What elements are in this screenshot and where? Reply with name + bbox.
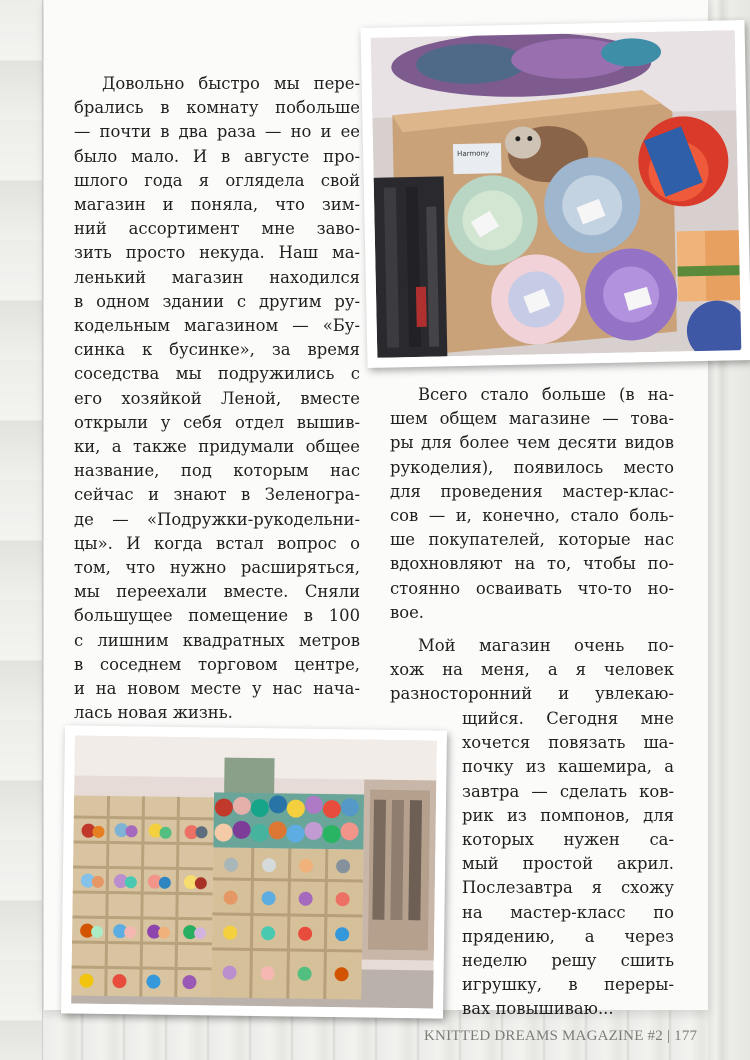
text-line: ше покупателей, которые нас bbox=[390, 530, 674, 550]
text-line: открыли у себя отдел вышив- bbox=[74, 412, 360, 432]
text-line: для проведения мастер-клас- bbox=[390, 481, 674, 501]
text-line: — почти в два раза — но и ее bbox=[74, 122, 360, 142]
text-line: Всего стало больше (в на- bbox=[418, 385, 674, 404]
right-paragraph-1 bbox=[390, 383, 674, 625]
right-paragraph-2 bbox=[390, 634, 674, 707]
magazine-title: KNITTED DREAMS MAGAZINE #2 bbox=[424, 1028, 663, 1044]
text-line: цы». И когда встал вопрос о bbox=[74, 533, 360, 553]
text-line: вое. bbox=[390, 602, 425, 622]
left-column-text bbox=[74, 72, 360, 725]
text-line: ленький магазин находился bbox=[74, 267, 360, 287]
text-line: стоянно осваивать что-то но- bbox=[390, 578, 674, 598]
text-line: на мастер-класс по bbox=[462, 902, 674, 922]
text-line: завтра — сделать ков- bbox=[462, 781, 674, 801]
page-footer bbox=[424, 1028, 740, 1045]
text-line: хож на меня, а я человек bbox=[390, 660, 674, 680]
text-line: Послезавтра я схожу bbox=[462, 878, 674, 898]
text-line: Довольно быстро мы пере- bbox=[102, 74, 360, 93]
text-line: том, что нужно расширяться, bbox=[74, 558, 360, 578]
yarn-display-photo bbox=[360, 20, 750, 368]
text-line: неделю решу сшить bbox=[462, 951, 674, 971]
harmony-label: Harmony bbox=[457, 149, 490, 159]
text-line: в соседнем торговом центре, bbox=[74, 654, 360, 674]
text-line: кодельным магазином — «Бу- bbox=[74, 316, 360, 336]
text-line: Мой магазин очень по- bbox=[418, 636, 674, 655]
page-number: 177 bbox=[674, 1028, 698, 1044]
text-line: сов — и, конечно, стало боль- bbox=[390, 506, 674, 526]
text-line: и на новом месте у нас нача- bbox=[74, 679, 360, 699]
text-line: большущее помещение в 100 bbox=[74, 606, 360, 626]
text-line: зить просто некуда. Наш ма- bbox=[74, 243, 360, 263]
text-line: магазин и поняла, что зим- bbox=[74, 195, 360, 215]
text-line: разносторонний и увлекаю- bbox=[390, 684, 674, 704]
right-paragraph-2-continued bbox=[462, 707, 674, 1022]
footer-separator: | bbox=[666, 1028, 671, 1044]
shop-shelves-image bbox=[71, 735, 437, 1008]
text-line: брались в комнату побольше bbox=[74, 98, 360, 118]
text-line: синка к бусинке», за время bbox=[74, 340, 360, 360]
text-line: с лишним квадратных метров bbox=[74, 630, 360, 650]
text-line: в одном здании с другим ру- bbox=[74, 291, 360, 311]
text-line: было мало. И в августе про- bbox=[74, 146, 360, 166]
text-line: де — «Подружки-рукодельни- bbox=[74, 509, 360, 529]
text-line: шлого года я оглядела свой bbox=[74, 170, 360, 190]
text-line: соседства мы подружились с bbox=[74, 364, 360, 384]
wood-plank-left bbox=[0, 0, 43, 1060]
text-line: лась новая жизнь. bbox=[74, 703, 233, 723]
yarn-display-image bbox=[371, 30, 742, 358]
text-line: мы переехали вместе. Сняли bbox=[74, 582, 360, 602]
text-line: сейчас и знают в Зеленогра- bbox=[74, 485, 360, 505]
text-line: ры для более чем десяти видов bbox=[390, 433, 674, 453]
shop-shelves-photo bbox=[61, 725, 447, 1018]
text-line: хочется повязать ша- bbox=[462, 733, 674, 753]
text-line: игрушку, в переры- bbox=[462, 975, 674, 995]
text-line: шем общем магазине — това- bbox=[390, 409, 674, 429]
text-line: прядению, а через bbox=[462, 926, 674, 946]
text-line: мый простой акрил. bbox=[462, 854, 674, 874]
text-line: его хозяйкой Леной, вместе bbox=[74, 388, 360, 408]
text-line: почку из кашемира, а bbox=[462, 757, 674, 777]
text-line: ний ассортимент мне заво- bbox=[74, 219, 360, 239]
text-line: вдохновляют на то, чтобы по- bbox=[390, 554, 674, 574]
text-line: которых нужен са- bbox=[462, 830, 674, 850]
text-line: название, под которым нас bbox=[74, 461, 360, 481]
text-line: вах повышиваю... bbox=[462, 999, 614, 1019]
text-line: ки, а также придумали общее bbox=[74, 437, 360, 457]
text-line: щийся. Сегодня мне bbox=[462, 709, 674, 728]
text-line: рик из помпонов, для bbox=[462, 805, 674, 825]
text-line: рукоделия), появилось место bbox=[390, 457, 674, 477]
